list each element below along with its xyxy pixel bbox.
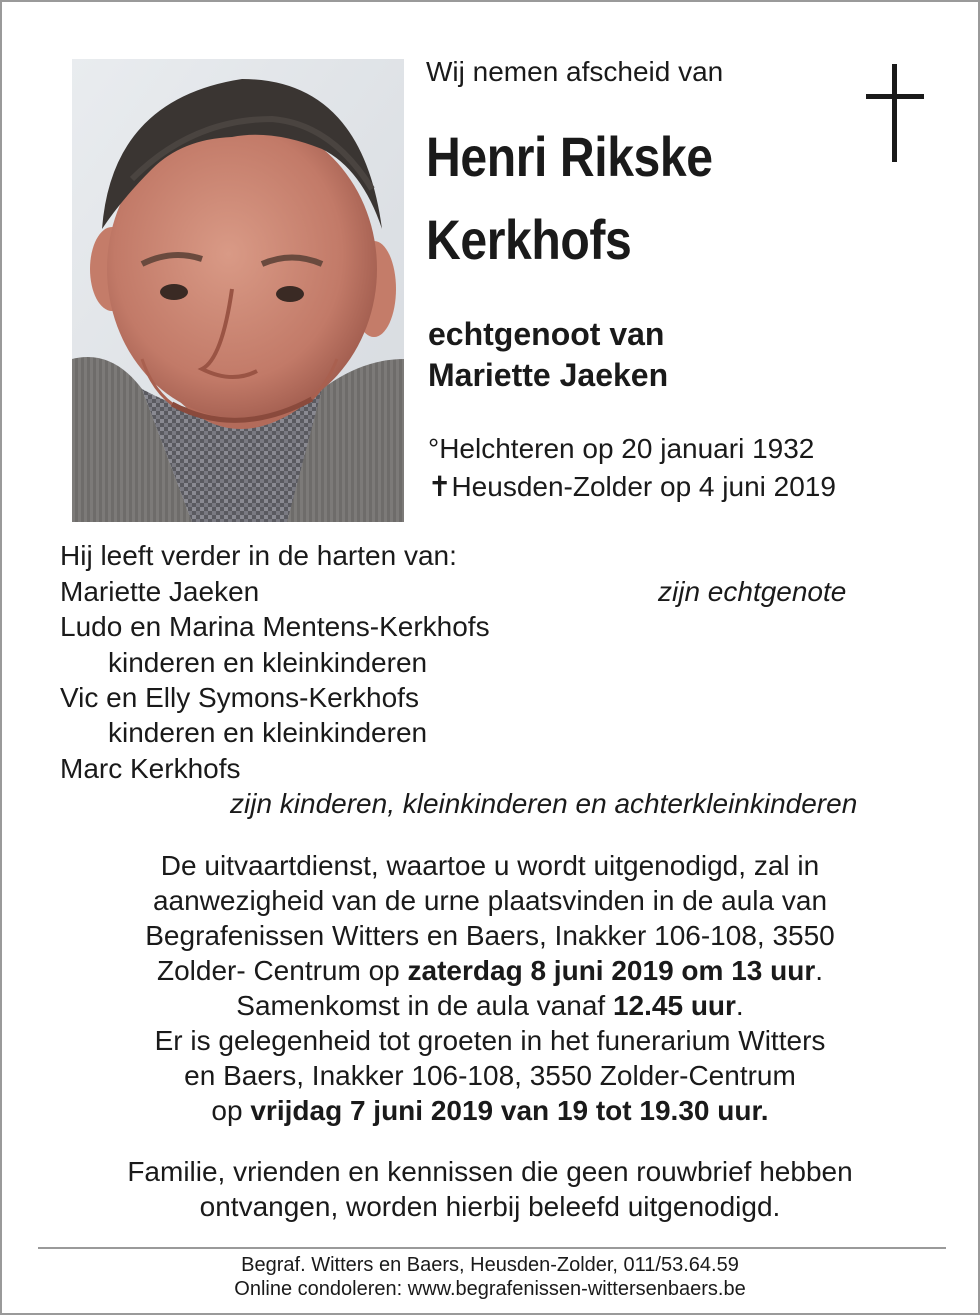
condolence-link[interactable]: Online condoleren: www.begrafenissen-wittersenbaers.be bbox=[234, 1278, 746, 1300]
portrait-photo bbox=[72, 59, 404, 522]
footer bbox=[2, 1253, 978, 1301]
spouse-label: echtgenoot van bbox=[428, 316, 665, 352]
survivor-spouse: Mariette Jaeken bbox=[60, 576, 260, 607]
service-line: Er is gelegenheid tot groeten in het funerarium Witters bbox=[154, 1025, 826, 1056]
gathering-line: Samenkomst in de aula vanaf 12.45 uur. bbox=[236, 990, 744, 1021]
survivor-child-3: Marc Kerkhofs bbox=[60, 753, 241, 784]
death-info: ✝Heusden-Zolder op 4 juni 2019 bbox=[428, 471, 836, 502]
service-line: De uitvaartdienst, waartoe u wordt uitgenodigd, zal in bbox=[160, 850, 820, 881]
intro-text: Wij nemen afscheid van bbox=[426, 56, 724, 87]
service-line: en Baers, Inakker 106-108, 3550 Zolder-Centrum bbox=[184, 1060, 796, 1091]
deceased-name-first: Henri Rikske bbox=[426, 125, 713, 188]
spouse-relation: zijn echtgenote bbox=[658, 576, 847, 607]
invitation-text: Familie, vrienden en kennissen die geen rouwbrief hebben ontvangen, worden hierbij beleefd uitgenodigd. bbox=[127, 1156, 853, 1222]
portrait-illustration bbox=[72, 59, 404, 522]
survivor-child-2-sub: kinderen en kleinkinderen bbox=[108, 717, 428, 748]
visitation-line: op vrijdag 7 juni 2019 van 19 tot 19.30 uur. bbox=[211, 1095, 769, 1126]
gathering-time: 12.45 uur bbox=[612, 990, 736, 1021]
service-line: Begrafenissen Witters en Baers, Inakker 106-108, 3550 bbox=[145, 920, 835, 951]
survivor-child-1: Ludo en Marina Mentens-Kerkhofs bbox=[60, 611, 490, 642]
footer-divider bbox=[38, 1247, 946, 1249]
funeral-home-contact: Begraf. Witters en Baers, Heusden-Zolder, 011/53.64.59 bbox=[241, 1254, 739, 1276]
survivor-child-2: Vic en Elly Symons-Kerkhofs bbox=[60, 682, 419, 713]
service-details bbox=[2, 848, 978, 1128]
survivors-intro: Hij leeft verder in de harten van: bbox=[60, 540, 457, 571]
service-date: zaterdag 8 juni 2019 om 13 uur bbox=[407, 955, 816, 986]
children-relation: zijn kinderen, kleinkinderen en achterkleinkinderen bbox=[230, 788, 858, 819]
cross-icon bbox=[866, 64, 924, 162]
survivor-child-1-sub: kinderen en kleinkinderen bbox=[108, 647, 428, 678]
birth-info: °Helchteren op 20 januari 1932 bbox=[428, 433, 815, 464]
service-line: aanwezigheid van de urne plaatsvinden in de aula van bbox=[152, 885, 828, 916]
spouse-name: Mariette Jaeken bbox=[428, 357, 669, 393]
deceased-name-last: Kerkhofs bbox=[426, 208, 632, 271]
service-date-line: Zolder- Centrum op zaterdag 8 juni 2019 om 13 uur. bbox=[156, 955, 824, 986]
visitation-date: vrijdag 7 juni 2019 van 19 tot 19.30 uur. bbox=[250, 1095, 769, 1126]
